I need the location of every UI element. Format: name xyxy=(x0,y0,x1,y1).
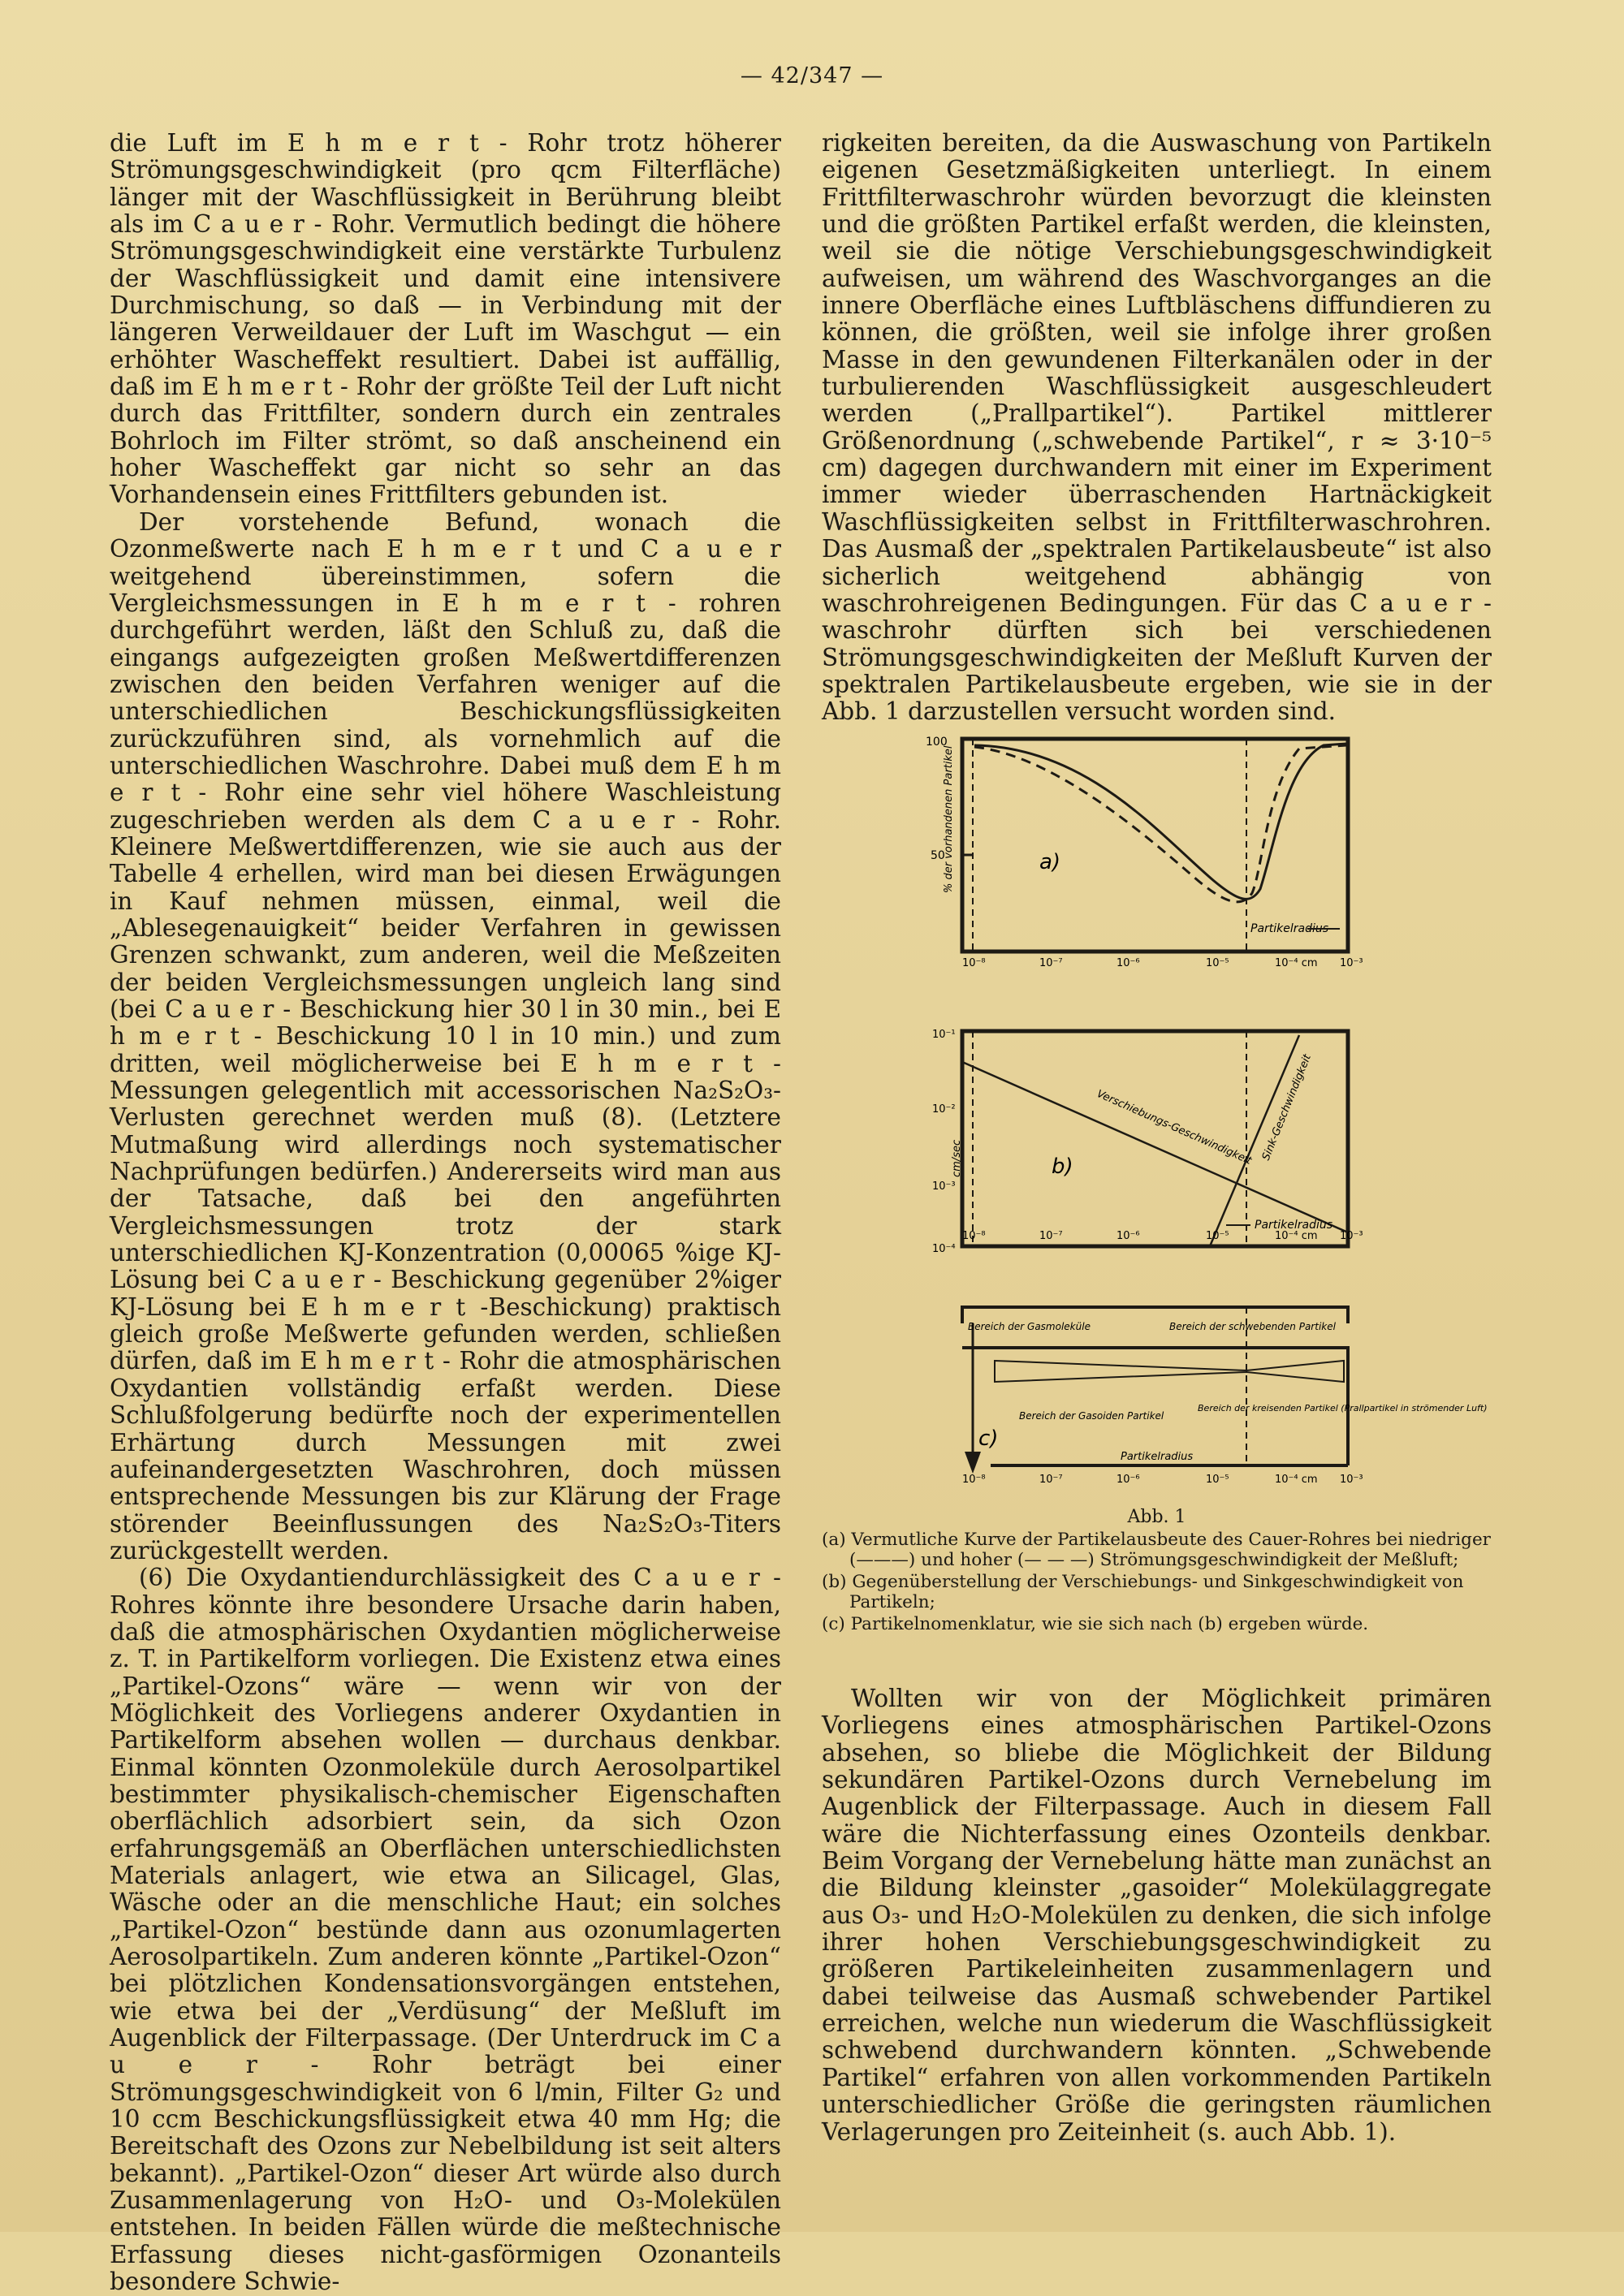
figure-caption xyxy=(822,1530,1492,1636)
panel-b-frame xyxy=(962,1031,1348,1246)
panel-c-xtick: 10⁻⁷ xyxy=(1039,1474,1063,1486)
region-floating-particles: Bereich der schwebenden Partikel xyxy=(1169,1321,1336,1332)
panel-a-frame xyxy=(962,739,1348,952)
panel-a-xtick: 10⁻⁵ xyxy=(1206,957,1229,969)
arrow-head xyxy=(965,1452,981,1474)
panel-b-ytick: 10⁻² xyxy=(932,1103,956,1116)
panel-b xyxy=(932,1029,1363,1255)
right-column-top xyxy=(822,130,1492,726)
panel-b-xtick: 10⁻⁸ xyxy=(962,1230,986,1242)
paragraph: rigkeiten bereiten, da die Auswaschung von Partikeln eigenen Gesetzmäßigkeiten unterliegt. In einem Frittfilterwaschrohr würden bevorzugt die kleinsten und die größten Partikel erfaßt werden, die kleinsten, weil sie die nötige Verschiebungsgeschwindigkeit aufweisen, um während des Waschvorganges an die innere Oberfläche eines Luftbläschens diffundieren zu können, die größten, weil sie infolge ihrer großen Masse in den gewundenen Filterkanälen oder in der turbulierenden Waschflüssigkeit ausgeschleudert werden („Prallpartikel“). Partikel mittlerer Größenordnung („schwebende Partikel“, r ≈ 3·10⁻⁵ cm) dagegen durchwandern mit einer im Experiment immer wieder überraschenden Hartnäckigkeit Waschflüssigkeiten selbst in Frittfilterwaschrohren. Das Ausmaß der „spektralen Partikelausbeute“ ist also sicherlich weitgehend abhängig von waschrohreigenen Bedingungen. Für das C a u e r - waschrohr dürften sich bei verschiedenen Strömungsgeschwindigkeiten der Meßluft Kurven der spektralen Partikelausbeute ergeben, wie sie in der Abb. 1 darzustellen versucht worden sind. xyxy=(822,129,1492,726)
region-gas-molecules: Bereich der Gasmoleküle xyxy=(968,1321,1091,1332)
caption-c: (c) Partikelnomenklatur, wie sie sich nach (b) ergeben würde. xyxy=(822,1614,1369,1634)
panel-c-xtick: 10⁻⁸ xyxy=(962,1474,986,1486)
wedge-left xyxy=(995,1361,1246,1382)
panel-a-xtick: 10⁻⁴ cm xyxy=(1275,957,1318,969)
line-verschiebung-label: Verschiebungs-Geschwindigkeit xyxy=(1095,1087,1254,1167)
panel-b-xtick: 10⁻⁶ xyxy=(1116,1230,1140,1242)
page-number: — 42/347 — xyxy=(740,63,884,88)
panel-a-xtick: 10⁻³ xyxy=(1340,957,1363,969)
panel-c-xtick: 10⁻⁵ xyxy=(1206,1474,1229,1486)
right-column-bottom xyxy=(822,1685,1492,2146)
panel-a-ytick: 100 xyxy=(926,736,948,749)
figure-title: Abb. 1 xyxy=(1127,1507,1186,1527)
paragraph: Der vorstehende Befund, wonach die Ozonmeßwerte nach E h m e r t und C a u e r weitgehend übereinstimmen, sofern die Vergleichsmessungen in E h m e r t - rohren durchgeführt werden, läßt den Schluß zu, daß die eingangs aufgezeigten großen Meßwertdifferenzen zwischen den beiden Verfahren weniger auf die unterschiedlichen Beschickungsflüssigkeiten zurückzuführen sind, als vornehmlich auf die unterschiedlichen Waschrohre. Dabei muß dem E h m e r t - Rohr eine sehr viel höhere Waschleistung zugeschrieben werden als dem C a u e r - Rohr. Kleinere Meßwertdifferenzen, wie sie auch aus der Tabelle 4 erhellen, wird man bei diesen Erwägungen in Kauf nehmen müssen, einmal, weil die „Ablesegenauigkeit“ beider Verfahren in gewissen Grenzen schwankt, zum anderen, weil die Meßzeiten der beiden Vergleichsmessungen ungleich lang sind (bei C a u e r - Beschickung hier 30 l in 30 min., bei E h m e r t - Beschickung 10 l in 10 min.) und zum dritten, weil möglicherweise bei E h m e r t - Messungen gelegentlich mit accessorischen Na₂S₂O₃-Verlusten gerechnet werden muß (8). (Letztere Mutmaßung wird allerdings noch systematischer Nachprüfungen bedürfen.) Andererseits wird man aus der Tatsache, daß bei den angeführten Vergleichsmessungen trotz der stark unterschiedlichen KJ-Konzentration (0,00065 %ige KJ-Lösung bei C a u e r - Beschickung gegenüber 2%iger KJ-Lösung bei E h m e r t -Beschickung) praktisch gleich große Meßwerte gefunden werden, schließen dürfen, daß im E h m e r t - Rohr die atmosphärischen Oxydantien vollständig erfaßt werden. Diese Schlußfolgerung bedürfte noch der experimentellen Erhärtung durch Messungen mit zwei aufeinandergesetzten Waschrohren, doch müssen entsprechende Messungen bis zur Klärung der Frage störender Beeinflussungen des Na₂S₂O₃-Titers zurückgestellt werden. xyxy=(110,507,781,1564)
panel-b-ylabel: cm/sec xyxy=(951,1139,963,1177)
curve-high-flow xyxy=(974,745,1346,902)
line-sink-label: Sink-Geschwindigkeit xyxy=(1259,1052,1314,1163)
line-sink xyxy=(1210,1035,1299,1246)
panel-b-xlabel: Partikelradius xyxy=(1255,1219,1333,1232)
caption-b: (b) Gegenüberstellung der Verschiebungs- und Sinkgeschwindigkeit von Partikeln; xyxy=(822,1572,1464,1612)
panel-c-xtick: 10⁻⁶ xyxy=(1116,1474,1140,1486)
panel-b-xtick: 10⁻⁵ xyxy=(1206,1230,1229,1242)
panel-a-label: a) xyxy=(1039,850,1061,874)
figure-abb-1 xyxy=(918,723,1488,1502)
panel-a-xtick: 10⁻⁷ xyxy=(1039,957,1063,969)
panel-b-ytick: 10⁻¹ xyxy=(932,1029,956,1041)
panel-a-ylabel: % der vorhandenen Partikel xyxy=(943,745,955,893)
left-column xyxy=(110,130,781,2296)
region-circling-particles: Bereich der kreisenden Partikel (Prallpartikel in strömender Luft) xyxy=(1198,1403,1488,1413)
panel-a-xlabel: Partikelradius xyxy=(1250,922,1329,935)
paragraph: die Luft im E h m e r t - Rohr trotz höherer Strömungsgeschwindigkeit (pro qcm Filterfläche) länger mit der Waschflüssigkeit in Berührung bleibt als im C a u e r - Rohr. Vermutlich bedingt die höhere Strömungsgeschwindigkeit eine verstärkte Turbulenz der Waschflüssigkeit und damit eine intensivere Durchmischung, so daß — in Verbindung mit der längeren Verweildauer der Luft im Waschgut — ein erhöhter Wascheffekt resultiert. Dabei ist auffällig, daß im E h m e r t - Rohr der größte Teil der Luft nicht durch das Frittfilter, sondern durch ein zentrales Bohrloch im Filter strömt, so daß anscheinend ein hoher Wascheffekt gar nicht so sehr an das Vorhandensein eines Frittfilters gebunden ist. xyxy=(110,129,781,509)
panel-c-xtick: 10⁻⁴ cm xyxy=(1275,1474,1318,1486)
panel-a xyxy=(926,736,1363,969)
panel-c-xtick: 10⁻³ xyxy=(1340,1474,1363,1486)
panel-a-xtick: 10⁻⁶ xyxy=(1116,957,1140,969)
panel-b-xtick: 10⁻⁷ xyxy=(1039,1230,1063,1242)
panel-b-xtick: 10⁻³ xyxy=(1340,1230,1363,1242)
panel-b-ytick: 10⁻⁴ xyxy=(932,1243,956,1255)
paragraph: Wollten wir von der Möglichkeit primären Vorliegens eines atmosphärischen Partikel-Ozons absehen, so bliebe die Möglichkeit der Bildung sekundären Partikel-Ozons durch Vernebelung im Augenblick der Filterpassage. Auch in diesem Fall wäre die Nichterfassung eines Ozonteils denkbar. Beim Vorgang der Vernebelung hätte man zunächst an die Bildung kleinster „gasoider“ Molekülaggregate aus O₃- und H₂O-Molekülen zu denken, die sich infolge ihrer hohen Verschiebungsgeschwindigkeit zu größeren Partikeleinheiten zusammenlagern und dabei teilweise das Ausmaß schwebender Partikel erreichen, welche nun wiederum die Waschflüssigkeit schwebend durchwandern könnten. „Schwebende Partikel“ erfahren von allen vorkommenden Partikeln unterschiedlicher Größe die geringsten räumlichen Verlagerungen pro Zeiteinheit (s. auch Abb. 1). xyxy=(822,1685,1492,2146)
panel-b-label: b) xyxy=(1052,1154,1073,1179)
panel-b-ytick: 10⁻³ xyxy=(932,1180,956,1193)
curve-low-flow xyxy=(974,744,1346,899)
wedge-right xyxy=(1246,1361,1344,1382)
panel-c-label: c) xyxy=(978,1426,999,1451)
panel-c-xlabel: Partikelradius xyxy=(1121,1451,1194,1463)
caption-a: (a) Vermutliche Kurve der Partikelausbeute des Cauer-Rohres bei niedriger (———) und hoher (— — —) Strömungsgeschwindigkeit der Meßluft; xyxy=(822,1530,1491,1570)
region-gasoid-particles: Bereich der Gasoiden Partikel xyxy=(1019,1410,1164,1422)
panel-a-xtick: 10⁻⁸ xyxy=(962,957,986,969)
panel-b-xtick: 10⁻⁴ cm xyxy=(1275,1230,1318,1242)
paragraph: (6) Die Oxydantiendurchlässigkeit des C a u e r -Rohres könnte ihre besondere Ursache darin haben, daß die atmosphärischen Oxydantien möglicherweise z. T. in Partikelform vorliegen. Die Existenz etwa eines „Partikel-Ozons“ wäre — wenn wir von der Möglichkeit des Vorliegens anderer Oxydantien in Partikelform absehen wollen — durchaus denkbar. Einmal könnten Ozonmoleküle durch Aerosolpartikel bestimmter physikalisch-chemischer Eigenschaften oberflächlich adsorbiert sein, da sich Ozon erfahrungsgemäß an Oberflächen unterschiedlichsten Materials anlagert, wie etwa an Silicagel, Glas, Wäsche oder an die menschliche Haut; ein solches „Partikel-Ozon“ bestünde dann aus ozonumlagerten Aerosolpartikeln. Zum anderen könnte „Partikel-Ozon“ bei plötzlichen Kondensationsvorgängen entstehen, wie etwa bei der „Verdüsung“ der Meßluft im Augenblick der Filterpassage. (Der Unterdruck im C a u e r - Rohr beträgt bei einer Strömungsgeschwindigkeit von 6 l/min, Filter G₂ und 10 ccm Beschickungsflüssigkeit etwa 40 mm Hg; die Bereitschaft des Ozons zur Nebelbildung ist seit alters bekannt). „Partikel-Ozon“ dieser Art würde also durch Zusammenlagerung von H₂O- und O₃-Molekülen entstehen. In beiden Fällen würde die meßtechnische Erfassung dieses nicht-gasförmigen Ozonanteils besondere Schwie- xyxy=(110,1564,781,2296)
panel-a-ytick: 50 xyxy=(931,849,945,862)
